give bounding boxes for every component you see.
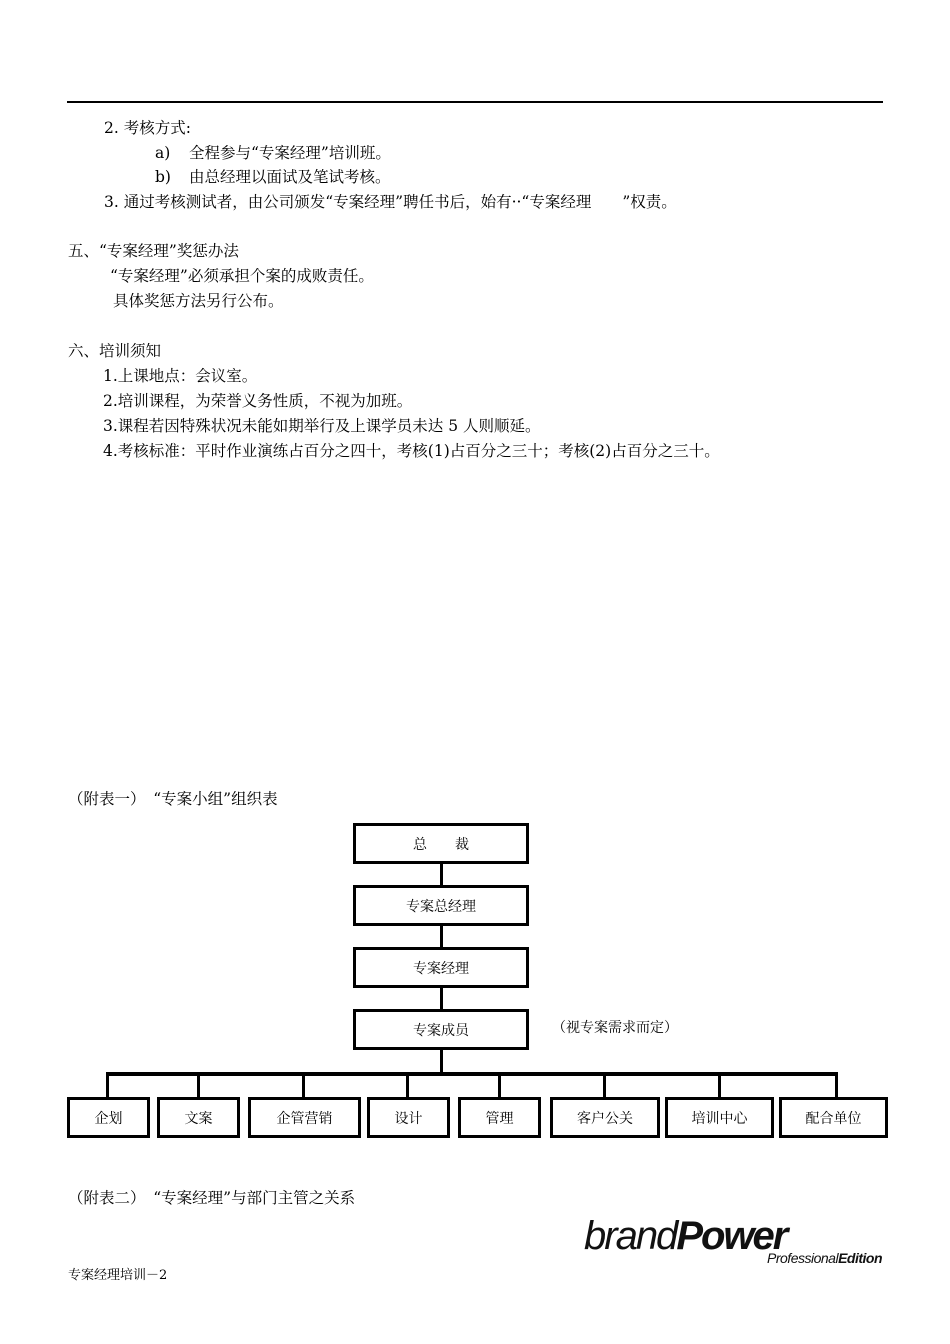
training-item-2: 2.培训课程，为荣誉义务性质，不视为加班。 (103, 392, 413, 410)
training-item-1: 1.上课地点：会议室。 (103, 367, 258, 385)
org-box-project-manager: 专案经理 (353, 947, 529, 988)
org-drop (106, 1072, 109, 1098)
org-connector (440, 864, 443, 886)
training-item-3: 3.课程若因特殊状况未能如期举行及上课学员未达 5 人则顺延。 (103, 417, 541, 435)
dept-box-design: 设计 (367, 1097, 450, 1138)
rewards-heading: 五、“专案经理”奖惩办法 (68, 242, 239, 260)
item-b-text: 由总经理以面试及笔试考核。 (189, 168, 391, 186)
dept-box-partners: 配合单位 (779, 1097, 888, 1138)
dept-box-copywriting: 文案 (157, 1097, 240, 1138)
item-b-marker: b) (155, 168, 171, 186)
rewards-line-2: 具体奖惩方法另行公布。 (113, 292, 284, 310)
org-drop (498, 1072, 501, 1098)
assessment-item-3: 3. 通过考核测试者，由公司颁发“专案经理”聘任书后，始有··“专案经理 ”权责。 (104, 193, 677, 211)
dept-box-client-pr: 客户公关 (550, 1097, 660, 1138)
org-drop (406, 1072, 409, 1098)
org-box-project-gm: 专案总经理 (353, 885, 529, 926)
appendix2-title: （附表二） “专案经理”与部门主管之关系 (68, 1189, 356, 1207)
dept-box-planning: 企划 (67, 1097, 150, 1138)
item-a-text: 全程参与“专案经理”培训班。 (189, 144, 391, 162)
page-footer: 专案经理培训－2 (68, 1268, 168, 1283)
org-drop (302, 1072, 305, 1098)
org-connector (440, 1050, 443, 1074)
training-heading: 六、培训须知 (68, 342, 162, 360)
dept-box-marketing: 企管营销 (248, 1097, 361, 1138)
brandpower-logo (584, 1214, 884, 1270)
training-item-4: 4.考核标准：平时作业演练占百分之四十，考核(1)占百分之三十；考核(2)占百分之三十。 (103, 442, 720, 460)
org-note: （视专案需求而定） (552, 1020, 678, 1036)
item-a-marker: a) (155, 144, 171, 162)
org-branch-line (106, 1072, 838, 1076)
rewards-line-1: “专案经理”必须承担个案的成败责任。 (110, 267, 374, 285)
logo-wordmark: brandPower (584, 1214, 787, 1258)
header-rule (67, 101, 883, 103)
org-drop (603, 1072, 606, 1098)
appendix1-title: （附表一） “专案小组”组织表 (68, 790, 278, 808)
org-connector (440, 988, 443, 1010)
logo-edition: ProfessionalEdition (767, 1250, 882, 1266)
org-connector (440, 926, 443, 948)
org-drop (197, 1072, 200, 1098)
org-drop (718, 1072, 721, 1098)
dept-box-management: 管理 (458, 1097, 541, 1138)
org-drop (835, 1072, 838, 1098)
dept-box-training-center: 培训中心 (665, 1097, 774, 1138)
assessment-heading: 2. 考核方式: (104, 119, 191, 137)
org-box-president: 总 裁 (353, 823, 529, 864)
org-box-project-members: 专案成员 (353, 1009, 529, 1050)
